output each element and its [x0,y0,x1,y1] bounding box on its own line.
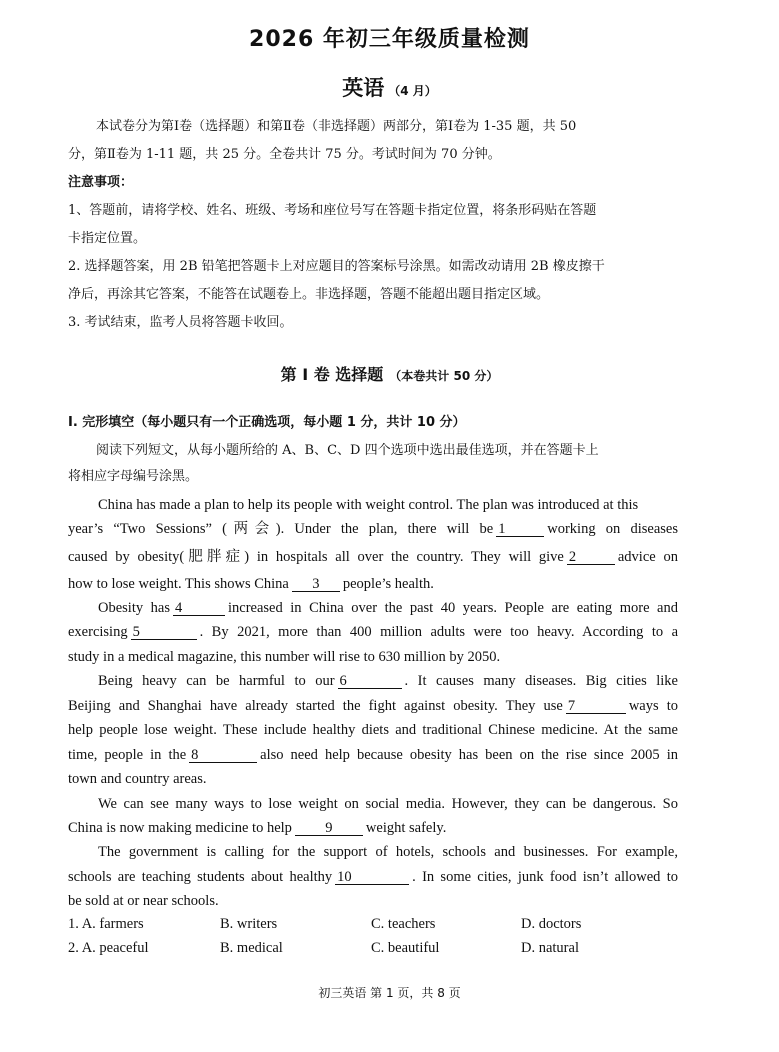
text-span: ways to [628,698,678,714]
blank-6: 6 [338,674,402,689]
passage-p1-l4 [68,575,678,593]
text-span: . By 2021, more than 400 million adults were too heavy. According to a [199,624,678,640]
text-span: people’s health. [342,576,434,592]
text-span: caused by obesity(肥胖症) in hospitals all over the country. They will give [68,549,564,565]
text-span: also need help because obesity has been on the rise since 2005 in [260,747,678,763]
text-span: exercising [68,624,128,640]
note-item-1a: 1、答题前，请将学校、姓名、班级、考场和座位号写在答题卡指定位置，将条形码贴在答题 [68,203,597,218]
blank-1: 1 [496,522,544,537]
section-1-note: （本卷共计 50 分） [389,369,499,383]
passage-p5-l3: be sold at or near schools. [68,893,219,909]
text-span: year’s “Two Sessions” (两会). Under the plan, there will be [68,521,494,537]
passage-p3-l2 [68,697,678,715]
part-1-instr-a: 阅读下列短文，从每小题所给的 A、B、C、D 四个选项中选出最佳选项，并在答题卡上 [96,443,599,458]
passage-p2-l3: study in a medical magazine, this number will rise to 630 million by 2050. [68,649,501,665]
passage-p4-l1: We can see many ways to lose weight on social media. However, they can be dangerous. So [98,796,678,812]
text-span: China is now making medicine to help [68,820,292,836]
text-span: schools are teaching students about healthy [68,869,333,885]
part-1-instr-b: 将相应字母编号涂黑。 [68,469,199,484]
blank-2: 2 [567,550,615,565]
exam-subject [0,72,779,102]
blank-10: 10 [335,870,409,885]
text-span: weight safely. [365,820,447,836]
blank-3: 3 [292,577,340,592]
note-item-2a: 2. 选择题答案，用 2B 铅笔把答题卡上对应题目的答案标号涂黑。如需改动请用 2B 橡皮擦干 [68,259,605,274]
text-span: how to lose weight. This shows China [68,576,289,592]
q2-option-d: D. natural [521,940,579,956]
blank-5: 5 [131,625,197,640]
text-span: Being heavy can be harmful to our [98,673,335,689]
text-span: . In some cities, junk food isn’t allowed to [412,869,678,885]
passage-p5-l2 [68,868,678,886]
section-1-name: 第 I 卷 选择题 [280,365,384,384]
blank-7: 7 [566,699,626,714]
text-span: working on diseases [547,521,678,537]
note-item-3: 3. 考试结束，监考人员将答题卡收回。 [68,315,293,330]
q2-option-b: B. medical [220,940,283,956]
passage-p5-l1: The government is calling for the support of hotels, schools and businesses. For example, [98,844,678,860]
text-span: increased in China over the past 40 years. People are eating more and [227,600,678,616]
text-span: . It causes many diseases. Big cities like [404,673,678,689]
text-span: advice on [617,549,678,565]
q1-option-a: 1. A. farmers [68,916,144,932]
part-1-heading: I. 完形填空（每小题只有一个正确选项，每小题 1 分，共计 10 分） [68,415,466,430]
passage-p1-l1: China has made a plan to help its people with weight control. The plan was introduced at this [98,497,639,513]
blank-9: 9 [295,821,363,836]
exam-title: 2026 年初三年级质量检测 [249,27,530,52]
note-item-2b: 净后，再涂其它答案，不能答在试题卷上。非选择题，答题不能超出题目指定区域。 [68,287,550,302]
passage-p3-l1 [68,672,678,690]
q2-option-a: 2. A. peaceful [68,940,149,956]
page-footer: 初三英语 第 1 页，共 8 页 [318,986,461,1000]
note-item-1b: 卡指定位置。 [68,231,147,246]
blank-4: 4 [173,601,225,616]
intro-line-2: 分，第Ⅱ卷为 1-11 题，共 25 分。全卷共计 75 分。考试时间为 70 分钟。 [68,147,501,162]
passage-p1-l3 [68,548,678,566]
passage-p4-l2 [68,819,678,837]
passage-p2-l2 [68,623,678,641]
notes-heading: 注意事项： [68,175,134,190]
text-span: time, people in the [68,747,187,763]
section-1-title [0,362,779,385]
passage-p3-l3: help people lose weight. These include healthy diets and traditional Chinese medicine. At the same [68,722,678,738]
passage-p3-l4 [68,746,678,764]
passage-p2-l1 [68,599,678,617]
q2-option-c: C. beautiful [371,940,440,956]
text-span: Obesity has [98,600,170,616]
text-span: Beijing and Shanghai have already started the fight against obesity. They use [68,698,563,714]
blank-8: 8 [189,748,257,763]
q1-option-d: D. doctors [521,916,582,932]
intro-line-1: 本试卷分为第Ⅰ卷（选择题）和第Ⅱ卷（非选择题）两部分，第Ⅰ卷为 1-35 题，共 50 [96,119,577,134]
q1-option-b: B. writers [220,916,278,932]
passage-p3-l5: town and country areas. [68,771,207,787]
passage-p1-l2 [68,520,678,538]
q1-option-c: C. teachers [371,916,436,932]
subject-name: 英语 [342,76,385,100]
exam-month: （4 月） [388,84,437,98]
